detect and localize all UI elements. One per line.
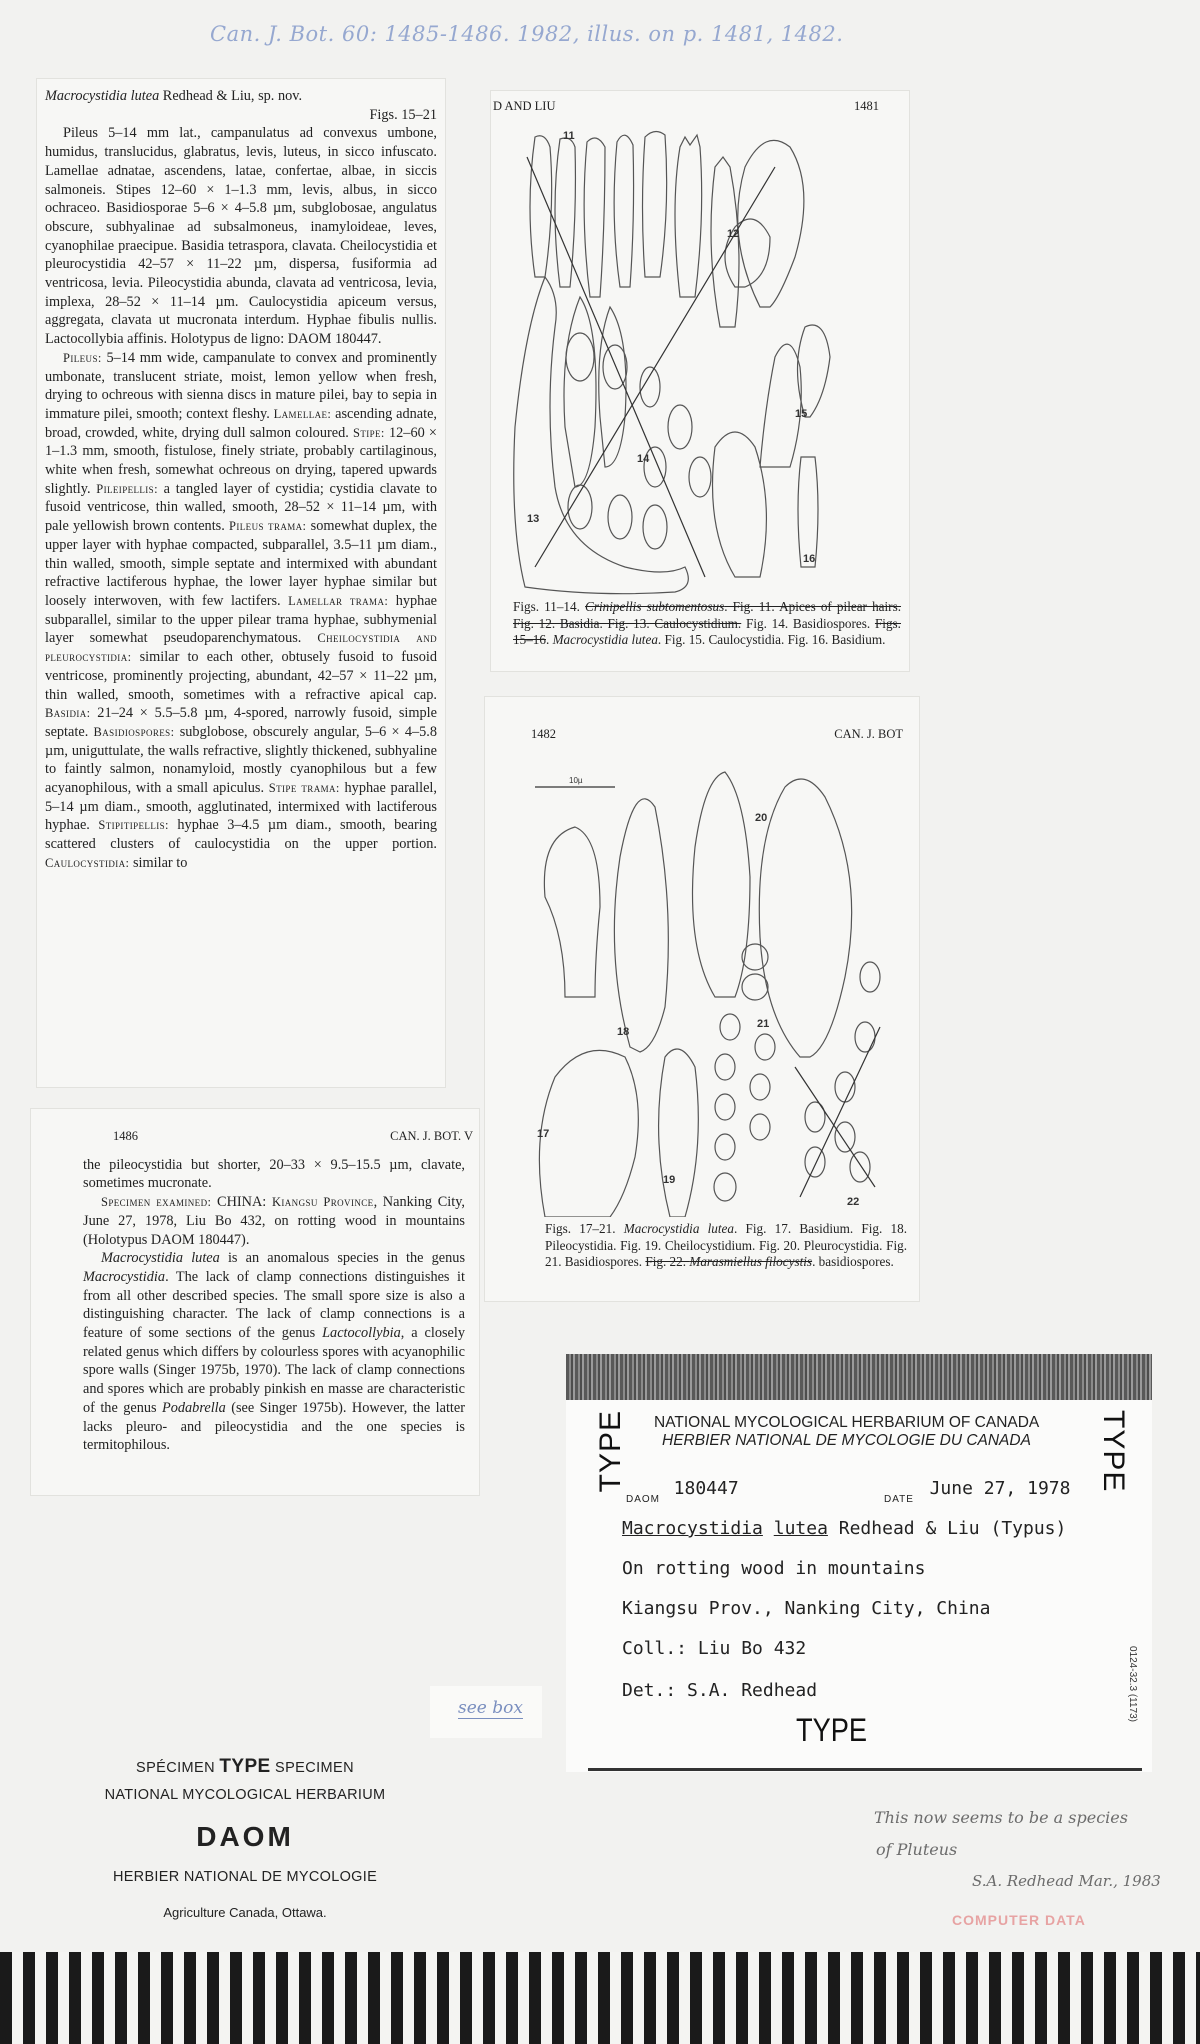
page-header xyxy=(531,727,903,742)
desc-heading: Lamellar trama: xyxy=(288,593,389,608)
basidiospore-drawing xyxy=(715,1134,735,1160)
page-number: 1481 xyxy=(854,99,879,113)
basidiospore-drawing xyxy=(835,1122,855,1152)
basidiospore-drawing xyxy=(668,405,692,449)
pilear-hair-drawing xyxy=(584,138,605,297)
figs-reference: Figs. 15–21 xyxy=(369,106,437,123)
running-head: D AND LIU xyxy=(493,99,556,113)
computer-data-stamp: COMPUTER DATA xyxy=(952,1912,1086,1928)
cap-figs: Figs. 11–14. xyxy=(513,599,586,614)
cap-text-2: . basidiospores. xyxy=(812,1254,894,1269)
cap-figs-struck: Figs. 15–16 xyxy=(513,615,901,647)
cap-species: Macrocystidia lutea xyxy=(552,632,658,647)
desc-text: 5–14 mm wide, campanulate to convex and prominently umbonate, translucent striate, moist, lemon yellow when fresh, drying to ochreous with sienna discs in mature pilei, bay to sepia in immature pilei, smooth; context fleshy. xyxy=(45,349,437,422)
specimen-province: Kiangsu Province xyxy=(271,1195,374,1210)
basidiospore-drawing xyxy=(714,1173,736,1201)
figure-label-19: 19 xyxy=(663,1174,676,1186)
basidia-drawing xyxy=(599,307,626,467)
figure-label-22: 22 xyxy=(847,1196,860,1208)
daom-row xyxy=(626,1478,739,1505)
figure-label-11: 11 xyxy=(563,130,575,142)
discussion xyxy=(83,1249,465,1455)
disc-species: Macrocystidia lutea xyxy=(101,1250,220,1267)
caulocystidium-drawing xyxy=(798,325,831,417)
desc-heading: Pileipellis: xyxy=(96,481,158,496)
collector: Coll.: Liu Bo 432 xyxy=(622,1638,807,1659)
basidiospore-drawing xyxy=(715,1054,735,1080)
basidium-drawing xyxy=(539,1050,638,1217)
stamp-type-line xyxy=(50,1756,440,1778)
pileocystidium-drawing xyxy=(544,827,600,997)
daom-herbarium-stamp xyxy=(50,1756,440,1920)
specimen-head: Specimen examined: xyxy=(101,1195,212,1210)
disc-text-2: . The lack of clamp connections distinguishes it from all other described species. The small spore size is also a distinguishing character. The lack of clamp connections is a feature of some sections of the genus xyxy=(83,1268,465,1342)
cap-text: . Fig. 17. Basidium. Fig. 18. Pileocystidia. Fig. 19. Cheilocystidium. Fig. 20. Pleurocystidia. Fig. 21. Basidiospores. xyxy=(545,1221,907,1269)
handwritten-citation: Can. J. Bot. 60: 1485-1486. 1982, illus. on p. 1481, 1482. xyxy=(210,22,844,46)
basidium-drawing xyxy=(711,157,739,327)
stamp-specimen-fr: SPÉCIMEN xyxy=(136,1760,220,1776)
basidiospore-drawing xyxy=(689,457,711,497)
disc-genus-3: Podabrella xyxy=(162,1399,226,1416)
desc-heading: Lamellae: xyxy=(273,406,332,421)
handwritten-note-line-2: of Pluteus xyxy=(876,1840,958,1859)
page-header xyxy=(113,1127,473,1146)
desc-text: hyphae subparallel, similar to the upper pilear trama hyphae, subhymenial layer somewhat pseudoparenchymatous. xyxy=(45,592,438,647)
figure-label-18: 18 xyxy=(617,1026,630,1038)
desc-heading: Cheilocystidia and pleurocystidia: xyxy=(45,631,437,665)
cap-text-struck: . Fig. 11. Apices of pilear hairs. Fig. 12. Basidia. Fig. 13. Caulocystidium. xyxy=(513,599,902,631)
desc-text: similar to xyxy=(129,854,188,871)
date-label: DATE xyxy=(884,1494,914,1505)
figure-caption-17-22 xyxy=(545,1221,907,1271)
caulocystidium-drawing xyxy=(760,344,801,467)
figure-plate-1482 xyxy=(484,696,920,1302)
article-continuation-clipping xyxy=(30,1108,480,1496)
pilear-hair-drawing xyxy=(643,131,667,277)
strike-through-line xyxy=(535,167,775,567)
desc-text: a tangled layer of cystidia; cystidia clavate to fusoid ventricose, thin walled, smooth, 28–52 × 11–14 µm, with pale yellowish brown contents. xyxy=(45,480,437,535)
cap-text-2: . Fig. 15. Caulocystidia. Fig. 16. Basidium. xyxy=(657,632,886,647)
basidia-drawing xyxy=(564,297,596,487)
desc-text: somewhat duplex, the upper layer with hyphae compacted, subparallel, 3.5–11 µm diam., thin walled, smooth, simple septate and intermixed with abundant refractive lactiferous hyphae, the lower layer hyphae similar but loosely interwoven, with few lactifers. xyxy=(45,518,437,609)
english-description xyxy=(45,349,437,873)
disc-genus-2: Lactocollybia xyxy=(322,1325,401,1342)
type-stamp-bottom: TYPE xyxy=(796,1712,868,1748)
desc-text: hyphae parallel, 5–14 µm diam., smooth, agglutinated, intermixed with lactiferous hyphae. xyxy=(45,780,437,834)
article-clipping xyxy=(36,78,446,1088)
type-stamp-left: TYPE xyxy=(594,1410,627,1493)
specimen-examined xyxy=(83,1193,465,1249)
journal-running-head: CAN. J. BOT. V xyxy=(390,1129,473,1143)
desc-heading: Pileus trama: xyxy=(229,519,307,534)
barcode-strip xyxy=(0,1952,1200,2044)
desc-text: hyphae 3–4.5 µm diam., smooth, bearing scattered clusters of caulocystidia on the upper portion. xyxy=(45,817,438,853)
desc-heading: Caulocystidia: xyxy=(45,855,130,870)
line-drawing-figs-11-16 xyxy=(505,127,895,597)
cap-period: . xyxy=(545,632,553,647)
desc-heading: Basidiospores: xyxy=(93,724,175,739)
basidiospore-drawing xyxy=(855,1022,875,1052)
basidiospore-drawing xyxy=(742,974,768,1000)
caulocystidium-drawing xyxy=(713,432,767,577)
pleurocystidium-drawing xyxy=(759,779,851,1057)
basidiospore-drawing xyxy=(750,1074,770,1100)
stamp-type-word: TYPE xyxy=(219,1756,271,1777)
figure-plate-1481 xyxy=(490,90,910,672)
institution-fr: HERBIER NATIONAL DE MYCOLOGIE DU CANADA xyxy=(662,1432,1031,1449)
authority: Redhead & Liu, sp. nov. xyxy=(159,88,303,104)
disc-genus: Macrocystidia xyxy=(83,1268,166,1285)
basidiospore-drawing xyxy=(715,1094,735,1120)
figure-label-14: 14 xyxy=(637,453,650,465)
habitat: On rotting wood in mountains xyxy=(622,1558,926,1579)
institution-header xyxy=(654,1414,1039,1450)
species-heading xyxy=(45,87,437,106)
desc-heading: Basidia: xyxy=(45,706,91,721)
figure-caption-11-16 xyxy=(513,599,901,649)
basidiospore-drawing xyxy=(566,333,594,381)
cheilocystidium-drawing xyxy=(659,1049,699,1217)
disc-text-4: (see Singer 1975b). However, the latter lacks pleuro- and pileocystidia and the one species is termitophilous. xyxy=(83,1399,465,1454)
determiner: Det.: S.A. Redhead xyxy=(622,1680,818,1701)
cap-species-struck: Marasmiellus filocystis xyxy=(689,1254,813,1269)
basidium-drawing xyxy=(798,457,818,567)
strike-through-line xyxy=(800,1027,880,1197)
figure-label-13: 13 xyxy=(527,513,540,525)
figure-label-16: 16 xyxy=(803,553,816,565)
collection-date: June 27, 1978 xyxy=(929,1478,1071,1499)
cap-species-struck: Crinipellis subtomentosus xyxy=(585,599,725,614)
cystidium-drawing xyxy=(738,140,804,307)
figure-label-17: 17 xyxy=(537,1128,550,1140)
taxon-genus: Macrocystidia xyxy=(622,1518,763,1539)
figure-label-12: 12 xyxy=(727,228,740,240)
desc-heading: Stipe: xyxy=(352,425,385,440)
pilear-hair-drawing xyxy=(614,135,633,287)
cheilocystidium-drawing xyxy=(614,799,668,1052)
line-drawing-figs-17-22 xyxy=(525,757,895,1217)
figure-label-21: 21 xyxy=(757,1018,770,1030)
stamp-herbarium-en: NATIONAL MYCOLOGICAL HERBARIUM xyxy=(104,1787,386,1803)
desc-text: 12–60 × 1–1.3 mm, smooth, fistulose, finely striate, probably cartilaginous, white when fresh, somewhat ochreous on drying, tapered upwards slightly. xyxy=(45,424,437,497)
handwritten-note-line-1: This now seems to be a species xyxy=(874,1808,1128,1827)
desc-heading: Stipe trama: xyxy=(268,781,340,796)
institution-en: NATIONAL MYCOLOGICAL HERBARIUM OF CANADA xyxy=(654,1414,1040,1431)
basidiospore-drawing xyxy=(750,1114,770,1140)
specimen-details: , Nanking City, June 27, 1978, Liu Bo 432, on rotting wood in mountains (Holotypus DAOM 180447). xyxy=(83,1194,465,1248)
cap-struck xyxy=(645,1254,812,1269)
species-name: Macrocystidia lutea xyxy=(45,88,160,104)
desc-text: ascending adnate, broad, crowded, white, drying dull salmon coloured. xyxy=(45,405,437,441)
basidiospore-drawing xyxy=(603,345,627,389)
disc-text-1: is an anomalous species in the genus xyxy=(219,1250,466,1267)
specimen-country: CHINA: xyxy=(211,1194,272,1211)
basidiospore-drawing xyxy=(742,944,768,970)
label-bottom-rule xyxy=(588,1768,1142,1771)
page-header xyxy=(493,99,879,114)
desc-text: subglobose, obscurely angular, 5–6 × 4–5.8 µm, uniguttulate, the walls refractive, slightly thickened, subhyaline to faintly salmon, nonamyloid, mostly cyanophilous but a few acyanophilous, with a small apiculus. xyxy=(45,723,437,797)
caulocystidium-drawing xyxy=(514,277,689,594)
desc-text: similar to each other, obtusely fusoid to fusoid ventricose, prominently projecting, abundant, 42–57 × 11–22 µm, thin walled, smooth, sometimes with a refractive apical cap. xyxy=(45,649,437,703)
stamp-specimen-en: SPECIMEN xyxy=(270,1760,354,1776)
pleurocystidium-drawing xyxy=(693,772,751,997)
desc-heading: Pileus: xyxy=(63,350,102,365)
basidiospore-drawing xyxy=(608,495,632,539)
see-box-note: see box xyxy=(458,1698,523,1718)
pilear-hair-drawing xyxy=(675,135,702,297)
desc-text: 21–24 × 5.5–5.8 µm, 4-spored, narrowly fusoid, simple septate. xyxy=(45,705,437,740)
latin-diagnosis: Pileus 5–14 mm lat., campanulatus ad convexus umbone, humidus, translucidus, glabratus, levis, luteus, in sicco infuscato. Lamellae adnatae, ascendens, latae, confertae, albae, in siccis salmoneis. Stipes 12–60 × 1–1.3 mm, levis, albus, in sicco ochraceo. Basidiosporae 5–6 × 4–5.8 µm, subglobosae, angulatus obscure, subhyalinae ad subsalmoneus, inamyloideae, leves, cyanophilae praecipue. Basidia tetraspora, clavata. Cheilocystidia et pleurocystidia 42–57 × 11–22 µm, dispersa, fusiformia ad ventricosa, levia. Pileocystidia abunda, clavata ad ventricosa, levia, implexa, 28–52 × 11–14 µm. Caulocystidia apiceum versus, aggregata, clavata ut mucronata interdum. Hyphae fibulis nullis. Lactocollybia affinis. Holotypus de ligno: DAOM 180447. xyxy=(45,125,437,348)
cap-fig22: Fig. 22. xyxy=(645,1254,690,1269)
daom-label: DAOM xyxy=(626,1494,660,1505)
basidiospore-drawing xyxy=(643,505,667,549)
scale-bar-label: 10µ xyxy=(569,776,583,785)
type-stamp-right: TYPE xyxy=(1097,1410,1130,1493)
handwritten-signature: S.A. Redhead Mar., 1983 xyxy=(972,1872,1161,1890)
basidiospore-drawing xyxy=(755,1034,775,1060)
taxon-species: lutea xyxy=(773,1518,828,1539)
label-top-band xyxy=(566,1354,1152,1400)
figure-label-20: 20 xyxy=(755,812,768,824)
page-number: 1486 xyxy=(113,1129,138,1143)
basidiospore-drawing xyxy=(720,1014,740,1040)
locality: Kiangsu Prov., Nanking City, China xyxy=(622,1598,991,1619)
cap-text: Fig. 14. Basidiospores. xyxy=(741,615,875,631)
scale-bar-label xyxy=(767,596,781,597)
disc-text-3: , a closely related genus which differs by colourless spores with acyanophilic spore walls (Singer 1975b, 1970). The lack of clamp connections and spores which are probably pinkish en masse are characteristic of the genus xyxy=(83,1325,465,1416)
basidiospore-drawing xyxy=(860,962,880,992)
page-number: 1482 xyxy=(531,727,556,741)
basidiospore-drawing xyxy=(850,1152,870,1182)
cap-figs: Figs. 17–21. xyxy=(545,1221,624,1236)
stamp-agency: Agriculture Canada, Ottawa. xyxy=(163,1905,327,1920)
label-code: 0124-32.3 (1173) xyxy=(1127,1646,1138,1722)
stamp-herbarium-fr: HERBIER NATIONAL DE MYCOLOGIE xyxy=(112,1869,378,1885)
cap-species: Macrocystidia lutea xyxy=(623,1221,735,1236)
figure-label-15: 15 xyxy=(795,408,808,420)
see-box-slip xyxy=(430,1686,542,1738)
journal-running-head: CAN. J. BOT xyxy=(834,727,903,741)
daom-number: 180447 xyxy=(673,1478,739,1499)
stamp-acronym: DAOM xyxy=(196,1821,294,1852)
strike-through-line xyxy=(527,157,705,577)
taxon-authority: Redhead & Liu (Typus) xyxy=(827,1518,1067,1539)
taxon-name xyxy=(622,1518,1066,1539)
date-row xyxy=(884,1478,1071,1505)
desc-heading: Stipitipellis: xyxy=(98,818,169,833)
type-specimen-label xyxy=(566,1354,1152,1772)
continuation-text: the pileocystidia but shorter, 20–33 × 9.5–15.5 µm, clavate, sometimes mucronate. xyxy=(83,1156,465,1192)
